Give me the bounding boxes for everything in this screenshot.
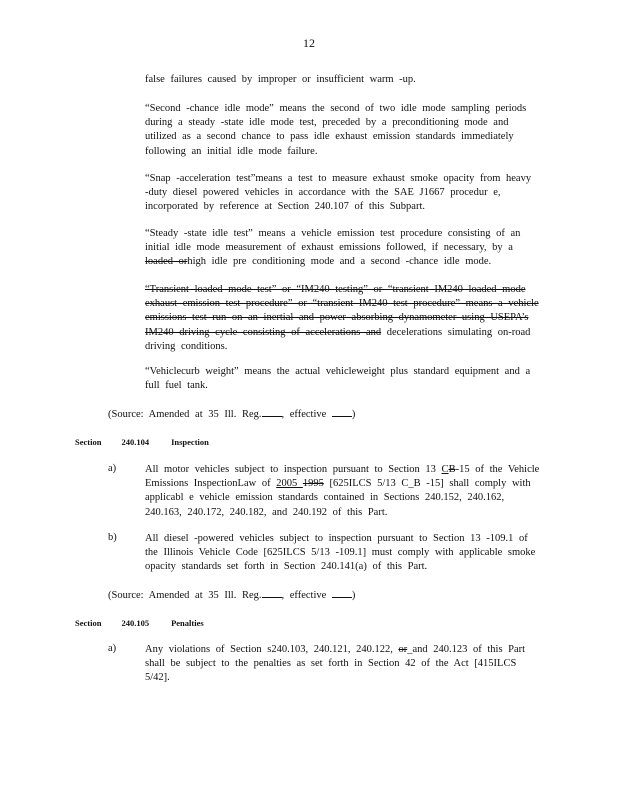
deleted-text: B (448, 464, 456, 475)
inserted-text: C (441, 464, 449, 475)
steady-state-text-a: “Steady -state idle test” means a vehicle emission test procedure consisting of an initial idle mode measurement of exhaust emissions followed, if necessary, by a (145, 228, 521, 254)
inserted-text: 2005 (276, 478, 303, 490)
section-label: Section (75, 618, 102, 628)
section-240-104-heading (75, 437, 209, 447)
item-label-b: b) (108, 532, 117, 543)
vehicle-curb-weight-definition: “Vehiclecurb weight” means the actual vehicleweight plus standard equipment and a full fuel tank. (145, 366, 531, 392)
steady-state-idle-test-definition (145, 227, 540, 270)
section-240-105-heading (75, 618, 204, 628)
item-label-a: a) (108, 463, 117, 474)
struck-transient-definition: “Transient loaded mode test” or “IM240 testing” or “transient IM240 loaded mode exhaust emission test procedure” or “transient IM240 test procedure” means a vehicle emissions test run on an inertial and power absorbing dynamometer using USEPA’s IM240 driving cycle consisting of accelerations and (145, 284, 539, 338)
section-104-item-b-text: All diesel -powered vehicles subject to inspection pursuant to Section 13 -109.1 of the Illinois Vehicle Code [625ILCS 5/13 -109.1] must comply with applicable smoke opacity standards set forth in Section 240.141(a) of this Part. (145, 533, 536, 573)
transient-loaded-mode-test-definition (145, 283, 540, 354)
page-number: 12 (303, 36, 315, 50)
section-105-item-a-text: Any violations of Section s240.103, 240.121, 240.122, or_and 240.123 of this Part shall be subject to the penalties as set forth in Section 42 of the Act [415ILCS 5/42]. (145, 644, 526, 684)
warm-up-definition-end: false failures caused by improper or insufficient warm -up. (145, 74, 416, 85)
section-title: Penalties (171, 618, 204, 628)
transient-definition-rest: decelerations simulating on-road driving conditions. (145, 326, 531, 352)
snap-acceleration-test-definition: “Snap -acceleration test”means a test to measure exhaust smoke opacity from heavy -duty diesel powered vehicles in accordance with the SAE J1667 procedur e, incorporated by reference at Section 240.107 of this Subpart. (145, 173, 532, 213)
deleted-text: 1995 (302, 478, 324, 490)
deleted-text: or (398, 644, 408, 655)
source-note-1: (Source: Amended at 35 Ill. Reg. , effective ) (108, 409, 356, 420)
section-label: Section (75, 437, 102, 447)
section-number: 240.105 (121, 618, 150, 628)
item-label-a: a) (108, 643, 117, 654)
struck-loaded-or: loaded or (145, 256, 188, 268)
source-note-2: (Source: Amended at 35 Ill. Reg. , effective ) (108, 590, 356, 601)
steady-state-text-b: high idle pre conditioning mode and a second -chance idle mode. (187, 256, 492, 268)
second-chance-idle-mode-definition: “Second -chance idle mode” means the second of two idle mode sampling periods during a steady -state idle mode test, preceded by a preconditioning mode and utilized as a second chance to pass idle exhaust emission standards immediately following an initial idle mode failure. (145, 103, 527, 157)
section-number: 240.104 (121, 437, 150, 447)
section-104-item-a-text: All motor vehicles subject to inspection pursuant to Section 13 CB-15 of the Vehicle Emissions InspectionLaw of 2005 1995 [625ILCS 5/13 C_B -15] shall comply with applicabl e vehicle emission standards contained in Sections 240.152, 240.162, 240.163, 240.172, 240.182, and 240.192 of this Part. (145, 464, 540, 518)
section-title: Inspection (171, 437, 209, 447)
